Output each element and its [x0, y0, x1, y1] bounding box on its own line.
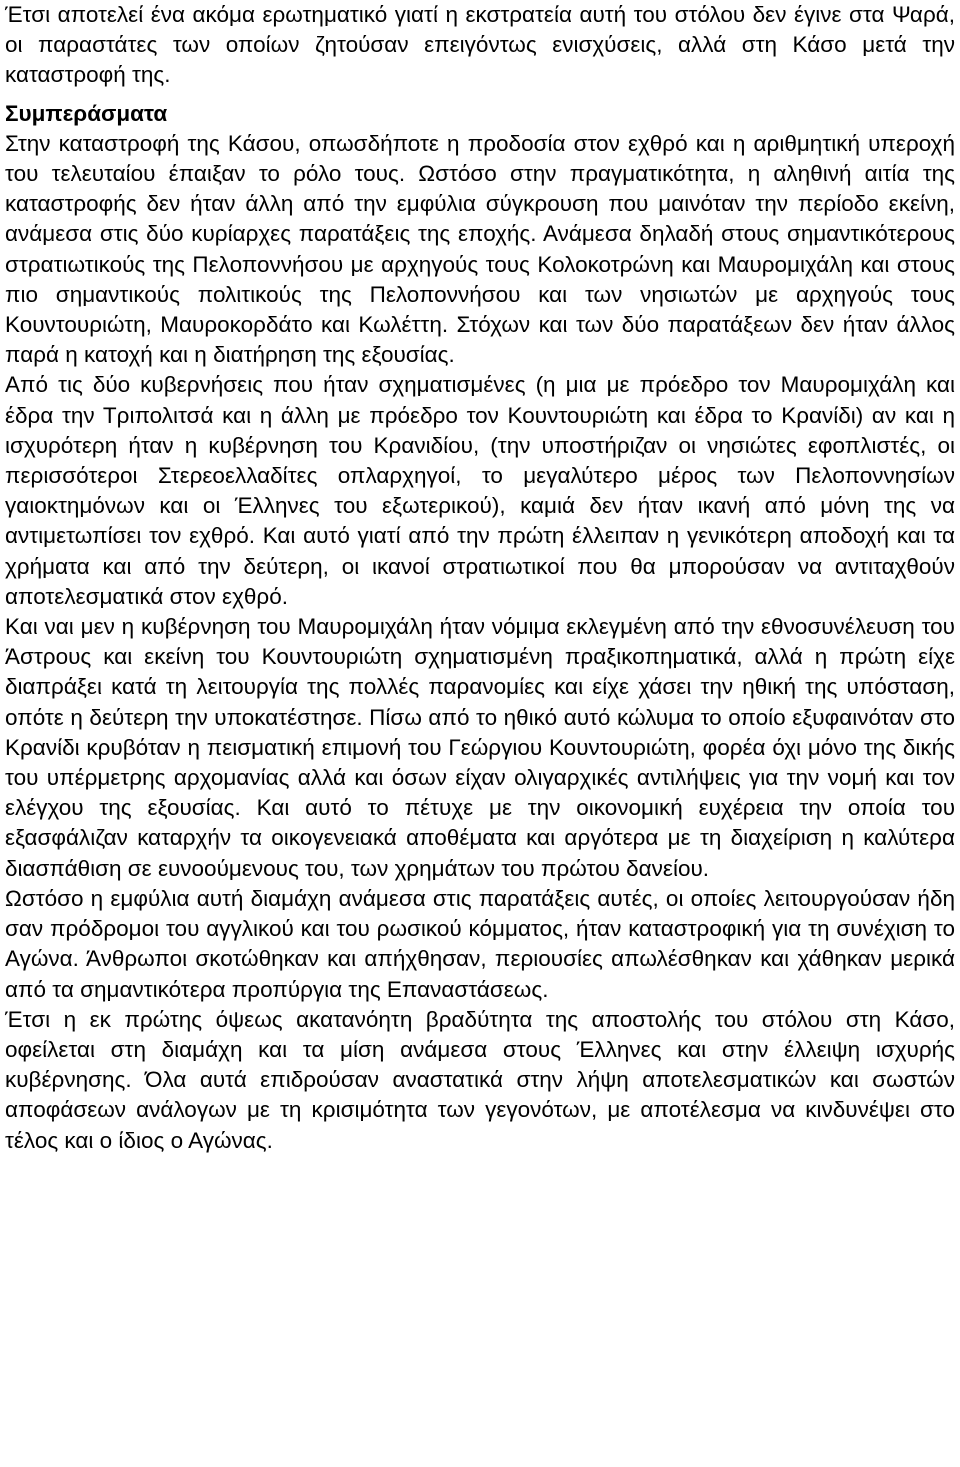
- paragraph: Στην καταστροφή της Κάσου, οπωσδήποτε η προδοσία στον εχθρό και η αριθμητική υπεροχή του τελευταίου έπαιξαν το ρόλο τους. Ωστόσο στην πραγματικότητα, η αληθινή αιτία της καταστροφής δεν ήταν άλλη από την εμφύλια σύγκρουση που μαινόταν την περίοδο εκείνη, ανάμεσα στις δύο κυρίαρχες παρατάξεις της εποχής. Ανάμεσα δηλαδή στους σημαντικότερους στρατιωτικούς της Πελοποννήσου με αρχηγούς τους Κολοκοτρώνη και Μαυρομιχάλη και στους πιο σημαντικούς πολιτικούς της Πελοποννήσου και των νησιωτών με αρχηγούς τους Κουντουριώτη, Μαυροκορδάτο και Κωλέττη. Στόχων και των δύο παρατάξεων δεν ήταν άλλος παρά η κατοχή και η διατήρηση της εξουσίας.: [5, 130, 955, 368]
- paragraph: Έτσι η εκ πρώτης όψεως ακατανόητη βραδύτητα της αποστολής του στόλου στη Κάσο, οφείλεται στη διαμάχη και τα μίση ανάμεσα στους Έλληνες και στην έλλειψη ισχυρής κυβέρνησης. Όλα αυτά επιδρούσαν αναστατικά στην λήψη αποτελεσματικών και σωστών αποφάσεων ανάλογων με τη κρισιμότητα των γεγονότων, με αποτέλεσμα να κινδυνέψει στο τέλος και ο ίδιος ο Αγώνας.: [5, 1006, 955, 1153]
- section-heading: Συμπεράσματα: [5, 100, 168, 126]
- paragraph: Και ναι μεν η κυβέρνηση του Μαυρομιχάλη ήταν νόμιμα εκλεγμένη από την εθνοσυνέλευση του Άστρους και εκείνη του Κουντουριώτη σχηματισμένη πραξικοπηματικά, αλλά η πρώτη είχε διαπράξει κατά τη λειτουργία της πολλές παρανομίες και είχε χάσει την ηθική της υπόσταση, οπότε η δεύτερη την υποκατέστησε. Πίσω από το ηθικό αυτό κώλυμα το οποίο εξυφαινόταν στο Κρανίδι κρυβόταν η πεισματική επιμονή του Γεώργιου Κουντουριώτη, φορέα όχι μόνο της δικής του υπέρμετρης αρχομανίας αλλά και όσων είχαν ολιγαρχικές αντιλήψεις για την νομή και τον ελέγχου της εξουσίας. Και αυτό το πέτυχε με την οικονομική ευχέρεια την οποία του εξασφάλιζαν καταρχήν τα οικογενειακά αποθέματα και αργότερα με τη διαχείριση η καλύτερα διασπάθιση σε ευνοούμενους του, των χρημάτων του πρώτου δανείου.: [5, 614, 955, 881]
- paragraph-gap: [5, 91, 955, 99]
- document-page: [5, 0, 955, 1156]
- paragraph: Ωστόσο η εμφύλια αυτή διαμάχη ανάμεσα στις παρατάξεις αυτές, οι οποίες λειτουργούσαν ήδη σαν πρόδρομοι του αγγλικού και του ρωσικού κόμματος, ήταν καταστροφική για τη συνέχιση το Αγώνα. Άνθρωποι σκοτώθηκαν και απήχθησαν, περιουσίες απωλέσθηκαν και χάθηκαν μερικά από τα σημαντικότερα προπύργια της Επαναστάσεως.: [5, 885, 955, 1002]
- intro-paragraph: Έτσι αποτελεί ένα ακόμα ερωτηματικό γιατί η εκστρατεία αυτή του στόλου δεν έγινε στα Ψαρά, οι παραστάτες των οποίων ζητούσαν επειγόντως ενισχύσεις, αλλά στη Κάσο μετά την καταστροφή της.: [5, 2, 955, 88]
- paragraph: Από τις δύο κυβερνήσεις που ήταν σχηματισμένες (η μια με πρόεδρο τον Μαυρομιχάλη και έδρα την Τριπολιτσά και η άλλη με πρόεδρο τον Κουντουριώτη και έδρα το Κρανίδι) αν και η ισχυρότερη ήταν η κυβέρνηση του Κρανιδίου, (την υποστήριζαν οι νησιώτες εφοπλιστές, οι περισσότεροι Στερεοελλαδίτες οπλαρχηγοί, το μεγαλύτερο μέρος των Πελοποννησίων γαιοκτημόνων και οι Έλληνες του εξωτερικού), καμιά δεν ήταν ικανή από μόνη της να αντιμετωπίσει τον εχθρό. Και αυτό γιατί από την πρώτη έλλειπαν η γενικότερη αποδοχή και τα χρήματα και από την δεύτερη, οι ικανοί στρατιωτικοί που θα μπορούσαν να αντιταχθούν αποτελεσματικά στον εχθρό.: [5, 372, 955, 609]
